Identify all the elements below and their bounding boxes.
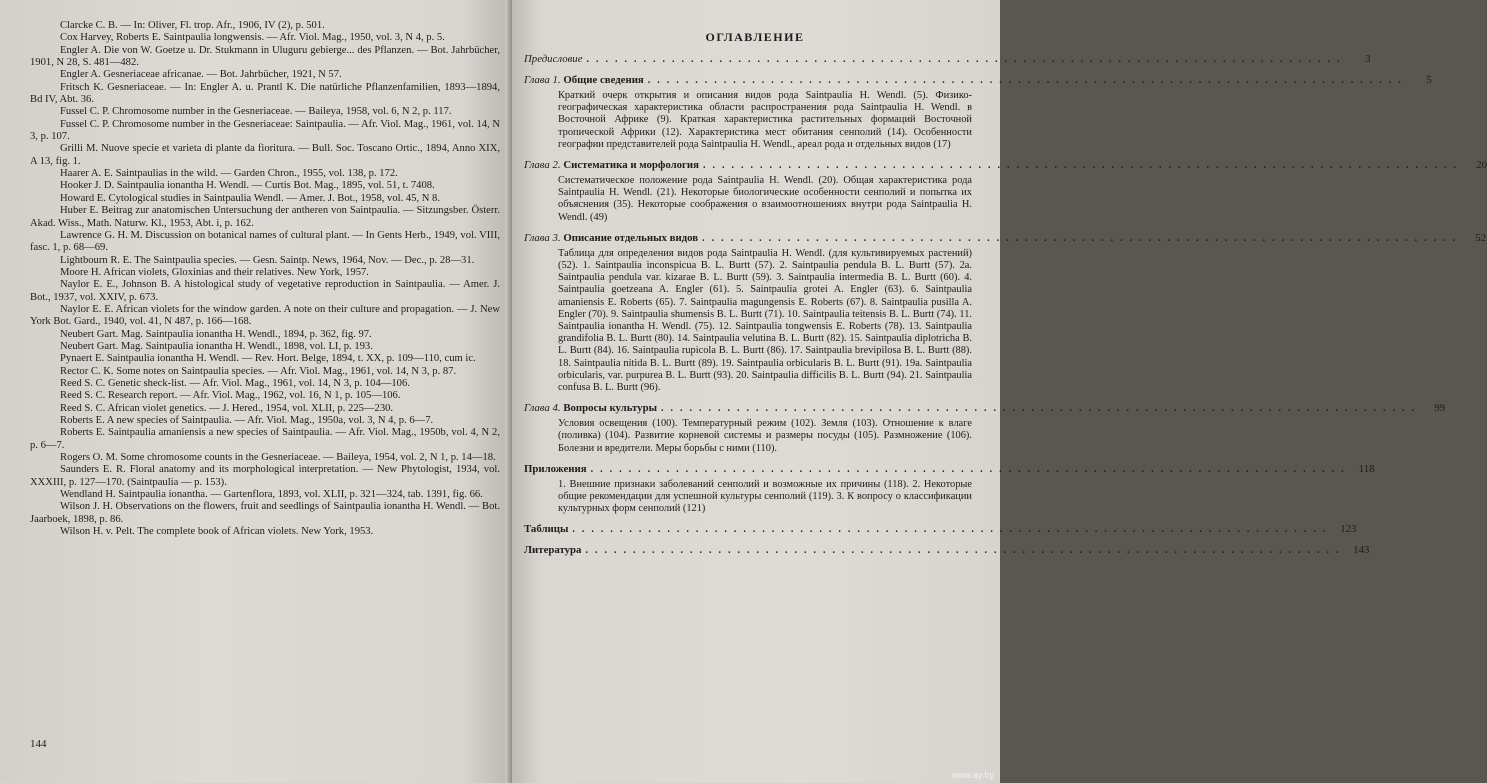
bibliography-entry: Roberts E. A new species of Saintpaulia. — Afr. Viol. Mag., 1950a, vol. 3, N 4, p. 6—7. xyxy=(60,415,434,426)
bibliography-entry: Wilson J. H. Observations on the flowers, fruit and seedlings of Saintpaulia ionantha H. Wendl. — Bot. Jaarboek, 1898, p. 86. xyxy=(30,501,500,525)
toc-title: ОГЛАВЛЕНИЕ xyxy=(705,30,805,44)
bibliography-entry: Wendland H. Saintpaulia ionantha. — Gartenflora, 1893, vol. XLII, p. 321—324, tab. 1391, fig. 66. xyxy=(60,489,483,501)
bibliography-entry: Reed S. C. Research report. — Afr. Viol. Mag., 1962, vol. 16, N 1, p. 105—106. xyxy=(60,390,401,402)
bibliography-entry: Reed S. C. African violet genetics. — J. Hered., 1954, vol. XLII, p. 225—230. xyxy=(60,402,394,414)
toc-entry xyxy=(524,523,1357,536)
bibliography-entry: Pynaert E. Saintpaulia ionantha H. Wendl. — Rev. Hort. Belge, 1894, t. XX, p. 109—110, cum ic. xyxy=(60,353,476,365)
page-number: 144 xyxy=(30,738,47,750)
chapter-prefix: Глава 2. xyxy=(524,159,561,172)
bibliography-entry: Haarer A. E. Saintpaulias in the wild. — Garden Chron., 1955, vol. 138, p. 172. xyxy=(60,168,398,180)
toc-page-number: 118 xyxy=(1358,462,1375,475)
chapter-title: Приложения xyxy=(524,462,587,475)
chapter-title: Общие сведения xyxy=(563,74,644,86)
toc-entry xyxy=(524,231,1487,245)
bibliography-entry: Fussel C. P. Chromosome number in the Gesneriaceae. — Baileya, 1958, vol. 6, N 2, p. 117. xyxy=(60,106,452,118)
dot-leader: ................................................................................ xyxy=(661,403,1422,415)
toc-entry-label xyxy=(524,402,661,415)
toc-page-number: 99 xyxy=(1434,402,1446,415)
chapter-title: Литература xyxy=(524,544,582,557)
bibliography-entry: Moore H. African violets, Gloxinias and their relatives. New York, 1957. xyxy=(60,266,369,278)
toc-page-number: 5 xyxy=(1426,74,1432,86)
bibliography-entry: Neubert Gart. Mag. Saintpaulia ionantha H. Wendl., 1894, p. 362, fig. 97. xyxy=(60,328,372,340)
toc-entry-label xyxy=(524,463,591,476)
bibliography-entry: Roberts E. Saintpaulia amaniensis a new species of Saintpaulia. — Afr. Viol. Mag., 1950b, vol. 4, N 2, p. 6—7. xyxy=(30,427,500,451)
chapter-title: Предисловие xyxy=(524,53,583,65)
chapter-prefix: Глава 3. xyxy=(524,231,561,244)
toc-page-number: 20 xyxy=(1476,159,1487,172)
bibliography-entry: Reed S. C. Genetic sheck-list. — Afr. Viol. Mag., 1961, vol. 14, N 3, p. 104—106. xyxy=(60,377,410,389)
chapter-contents: Условия освещения (100). Температурный режим (102). Земля (103). Отношение к влаге (поливка) (104). Развитие корневой системы и размеры посуды (105). Размножение (106). Болезни и вредители. Меры борьбы с ними (110). xyxy=(558,418,972,454)
chapter-prefix: Глава 4. xyxy=(524,402,561,415)
toc-entry xyxy=(524,402,1446,415)
chapter-title: Вопросы культуры xyxy=(563,402,658,415)
bibliography-entry: Fritsch K. Gesneriaceae. — In: Engler A. u. Prantl K. Die natürliche Pflanzenfamilien, 1893—1894, Bd IV, Abt. 36. xyxy=(30,81,500,106)
dot-leader: ................................................................................ xyxy=(702,232,1463,244)
bibliography-entry: Lightbourn R. E. The Saintpaulia species. — Gesn. Saintp. News, 1964, Nov. — Dec., p. 28—31. xyxy=(60,254,475,266)
toc-entry xyxy=(524,159,1487,172)
bibliography-entry: Fussel C. P. Chromosome number in the Gesneriaceae: Saintpaulia. — Afr. Viol. Mag., 1961, vol. 14, N 3, p. 107. xyxy=(30,118,500,143)
chapter-prefix: Глава 1. xyxy=(524,74,561,86)
table-of-contents xyxy=(524,53,1487,557)
bibliography-entry: Rogers O. M. Some chromosome counts in the Gesneriaceae. — Baileya, 1954, vol. 2, N 1, p. 14—18. xyxy=(60,452,496,464)
bibliography-entry: Hooker J. D. Saintpaulia ionantha H. Wendl. — Curtis Bot. Mag., 1895, vol. 51, t. 7408. xyxy=(60,180,435,192)
toc-entry xyxy=(524,544,1370,557)
bibliography-entry: Saunders E. R. Floral anatomy and its morphological interpretation. — New Phytologist, 1934, vol. XXXIII, p. 127—170. (Saintpaulia — p. 153). xyxy=(30,464,500,488)
toc-entry-label xyxy=(524,232,702,245)
dot-leader: ................................................................................ xyxy=(703,160,1463,172)
toc-entry xyxy=(524,53,1371,66)
toc-page-number: 3 xyxy=(1365,53,1371,65)
toc-entry-label xyxy=(524,53,587,66)
bibliography-entry: Naylor E. E. African violets for the window garden. A note on their culture and propagation. — J. New York Bot. Gard., 1940, vol. 41, N 487, p. 166—168. xyxy=(30,303,500,328)
toc-page-number: 123 xyxy=(1340,523,1357,536)
bibliography-entry: Lawrence G. H. M. Discussion on botanical names of cultural plant. — In Gents Herb., 1949, vol. VIII, fasc. 1, p. 68—69. xyxy=(30,229,500,254)
bibliography-entry: Cox Harvey, Roberts E. Saintpaulia longwensis. — Afr. Viol. Mag., 1950, vol. 3, N 4, p. 5. xyxy=(60,32,445,44)
bibliography-entry: Rector C. K. Some notes on Saintpaulia species. — Afr. Viol. Mag., 1961, vol. 14, N 3, p. 87. xyxy=(60,365,457,377)
dot-leader: ................................................................................ xyxy=(590,463,1351,475)
bibliography-entry: Huber E. Beitrag zur anatomischen Untersuchung der antheren von Saintpaulia. — Sitzungsber. Österr. Akad. Wiss., Math. Naturw. Kl., 1953, Abt. i, p. 162. xyxy=(30,205,500,229)
watermark: www.ay.by xyxy=(951,770,994,780)
toc-page-number: 143 xyxy=(1353,544,1370,557)
bibliography-entry: Engler A. Gesneriaceae africanae. — Bot. Jahrbücher, 1921, N 57. xyxy=(60,69,342,81)
right-page xyxy=(512,0,1487,783)
toc-page-number: 52 xyxy=(1475,231,1487,244)
bibliography-entry: Engler A. Die von W. Goetze u. Dr. Stukmann in Uluguru gebierge... des Pflanzen. — Bot. Jahrbücher, 1901, N 28, S. 481—482. xyxy=(30,44,500,69)
bibliography-entry: Naylor E. E., Johnson B. A histological study of vegetative reproduction in Saintpaulia. — Amer. J. Bot., 1937, vol. XXIV, p. 673. xyxy=(30,279,500,303)
toc-entry-label xyxy=(524,159,703,172)
left-page xyxy=(0,0,512,783)
dot-leader: ................................................................................ xyxy=(586,54,1347,65)
chapter-contents: Таблица для определения видов рода Saintpaulia H. Wendl. (для культивируемых растений) (52). 1. Saintpaulia inconspicua B. L. Burtt (57). 2. Saintpaulia pendula B. L. Burtt (57). 2a. Saintpaulia pendula var. kizarae B. L. Burtt (59). 3. Saintpaulia intermedia B. L. Burtt (60). 4. Saintpaulia goetzeana A. Engler (61). 5. Saintpaulia grotei A. Engler (63). 6. Saintpaulia amaniensis E. Roberts (65). 7. Saintpaulia magungensis E. Roberts (67). 8. Saintpaulia pusilla A. Engler (70). 9. Saintpaulia shumensis B. L. Burtt (71). 10. Saintpaulia teitensis B. L. Burtt (74). 11. Saintpaulia ionantha H. Wendl. (75). 12. Saintpaulia tongwensis E. Roberts (78). 13. Saintpaulia grandifolia B. L. Burtt (80). 14. Saintpaulia velutina B. L. Burtt (82). 15. Saintpaulia diplotricha B. L. Burtt (84). 16. Saintpaulia rupicola B. L. Burtt (86). 17. Saintpaulia brevipilosa B. L. Burtt (88). 18. Saintpaulia nitida B. L. Burtt (89). 19. Saintpaulia orbicularis B. L. Burtt (91). 19a. Saintpaulia orbicularis, var. purpurea B. L. Burtt (93). 20. Saintpaulia difficilis B. L. Burtt (94). 21. Saintpaulia confusa B. L. Burtt (96). xyxy=(558,247,972,394)
bibliography-list xyxy=(30,20,500,538)
bibliography-entry: Neubert Gart. Mag. Saintpaulia ionantha H. Wendl., 1898, vol. LI, p. 193. xyxy=(60,340,373,352)
chapter-title: Таблицы xyxy=(524,523,569,536)
dot-leader: ................................................................................ xyxy=(572,524,1333,536)
chapter-contents: Краткий очерк открытия и описания видов рода Saintpaulia H. Wendl. (5). Физико-географическая характеристика области распространения рода Saintpaulia H. Wendl. в Восточной Африке (9). Краткая характеристика растительных формаций Восточной тропической Африки (12). Характеристика мест обитания сенполий (14). Особенности географии представителей рода Saintpaulia H. Wendl., ареал рода и отдельных видов (17) xyxy=(558,90,972,150)
chapter-contents: Систематическое положение рода Saintpaulia H. Wendl. (20). Общая характеристика рода Saintpaulia H. Wendl. (21). Некоторые биологические особенности сенполий и попытка их объяснения (35). Некоторые соображения о взаимоотношениях внутри рода Saintpaulia H. Wendl. (49) xyxy=(558,175,972,223)
bibliography-entry: Grilli M. Nuove specie et varieta di plante da fioritura. — Bull. Soc. Toscano Ortic., 1894, Anno XIX, A 13, fig. 1. xyxy=(30,143,500,167)
toc-entry xyxy=(524,74,1432,87)
chapter-title: Систематика и морфология xyxy=(563,159,699,172)
toc-entry-label xyxy=(524,523,572,536)
bibliography-entry: Clarcke C. B. — In: Oliver, Fl. trop. Afr., 1906, IV (2), p. 501. xyxy=(60,20,325,31)
chapter-contents: 1. Внешние признаки заболеваний сенполий и возможные их причины (118). 2. Некоторые общие рекомендации для успешной культуры сенполий (119). 3. К вопросу о классификации культурных форм сенполий (121) xyxy=(558,478,972,515)
bibliography-entry: Howard E. Cytological studies in Saintpaulia Wendl. — Amer. J. Bot., 1958, vol. 45, N 8. xyxy=(60,192,441,204)
chapter-title: Описание отдельных видов xyxy=(563,231,699,244)
dot-leader: ................................................................................ xyxy=(585,545,1346,557)
bibliography-entry: Wilson H. v. Pelt. The complete book of African violets. New York, 1953. xyxy=(60,526,374,538)
toc-entry-label xyxy=(524,544,585,557)
toc-entry xyxy=(524,462,1375,476)
toc-entry-label xyxy=(524,74,648,87)
dot-leader: ................................................................................ xyxy=(647,75,1408,86)
